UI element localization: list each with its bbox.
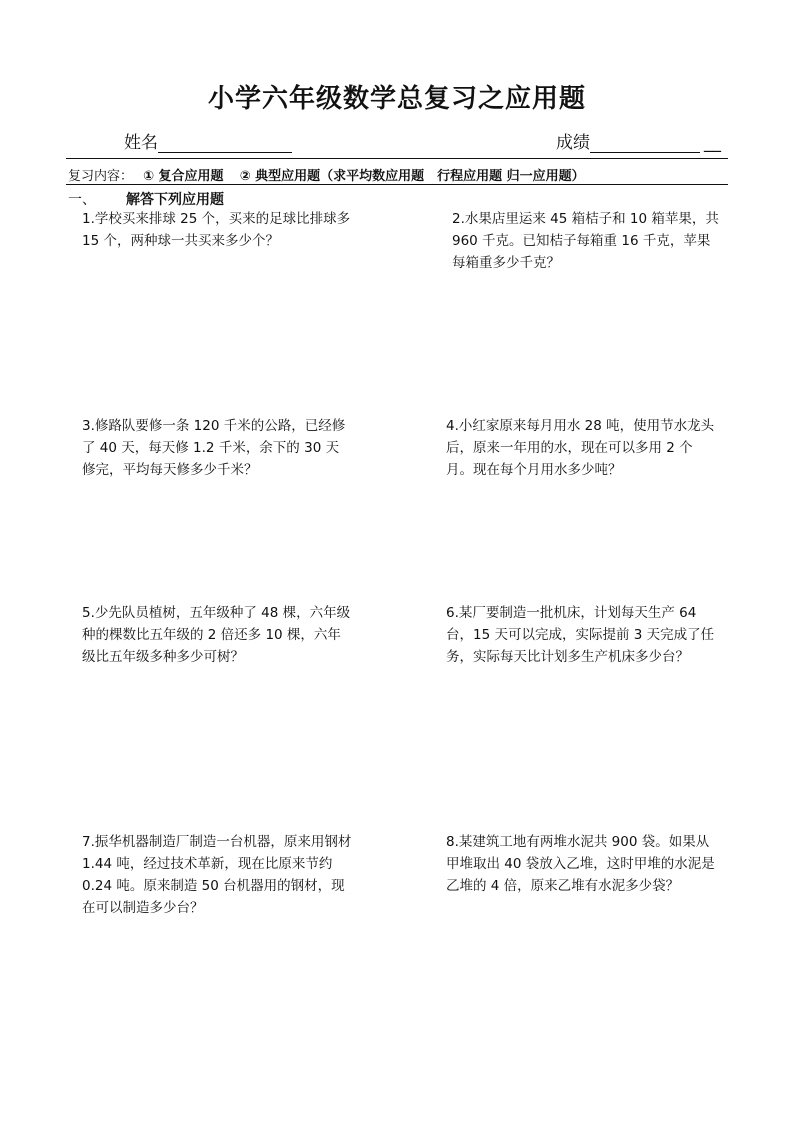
review-label: 复习内容： [68,169,134,184]
question-8: 8.某建筑工地有两堆水泥共 900 袋。如果从甲堆取出 40 袋放入乙堆，这时甲堆的水泥是乙堆的 4 倍，原来乙堆有水泥多少袋？ [446,834,715,894]
question-1: 1.学校买来排球 25 个，买来的足球比排球多 15 个，两种球一共买来多少个？ [82,211,351,249]
score-suffix: __ [704,133,721,153]
question-3: 3.修路队要修一条 120 千米的公路，已经修了 40 天，每天修 1.2 千米，余下的 30 天修完，平均每天修多少千米？ [82,418,346,478]
score-field-row [556,128,721,153]
score-label: 成绩 [556,133,590,153]
question-4: 4.小红家原来每月用水 28 吨，使用节水龙头后，原来一年用的水，现在可以多用 2 个月。现在每个月用水多少吨？ [446,418,715,478]
question-2: 2.水果店里运来 45 箱桔子和 10 箱苹果，共 960 千克。已知桔子每箱重 16 千克，苹果每箱重多少千克？ [452,211,719,271]
header-rule-top [66,158,728,159]
review-item-1: ① 复合应用题 [143,169,224,184]
question-5: 5.少先队员植树，五年级种了 48 棵，六年级种的棵数比五年级的 2 倍还多 10 棵，六年级比五年级多种多少可树？ [82,605,351,665]
name-label: 姓名 [124,133,158,153]
section-title: 解答下列应用题 [126,192,224,208]
question-7: 7.振华机器制造厂制造一台机器，原来用钢材 1.44 吨，经过技术革新，现在比原来节约 0.24 吨。原来制造 50 台机器用的钢材，现在可以制造多少台？ [82,834,352,916]
review-content [68,165,585,184]
review-item-2: ② 典型应用题（求平均数应用题 行程应用题 归一应用题） [239,169,585,184]
section-number: 一、 [68,192,96,208]
question-6: 6.某厂要制造一批机床，计划每天生产 64 台，15 天可以完成，实际提前 3 天完成了任务，实际每天比计划多生产机床多少台？ [446,605,715,665]
name-field-row [124,128,292,153]
header-rule-bottom [66,184,728,185]
name-blank[interactable] [158,134,292,153]
score-blank[interactable] [590,134,700,153]
section-heading [68,189,224,209]
page-title: 小学六年级数学总复习之应用题 [207,84,586,114]
